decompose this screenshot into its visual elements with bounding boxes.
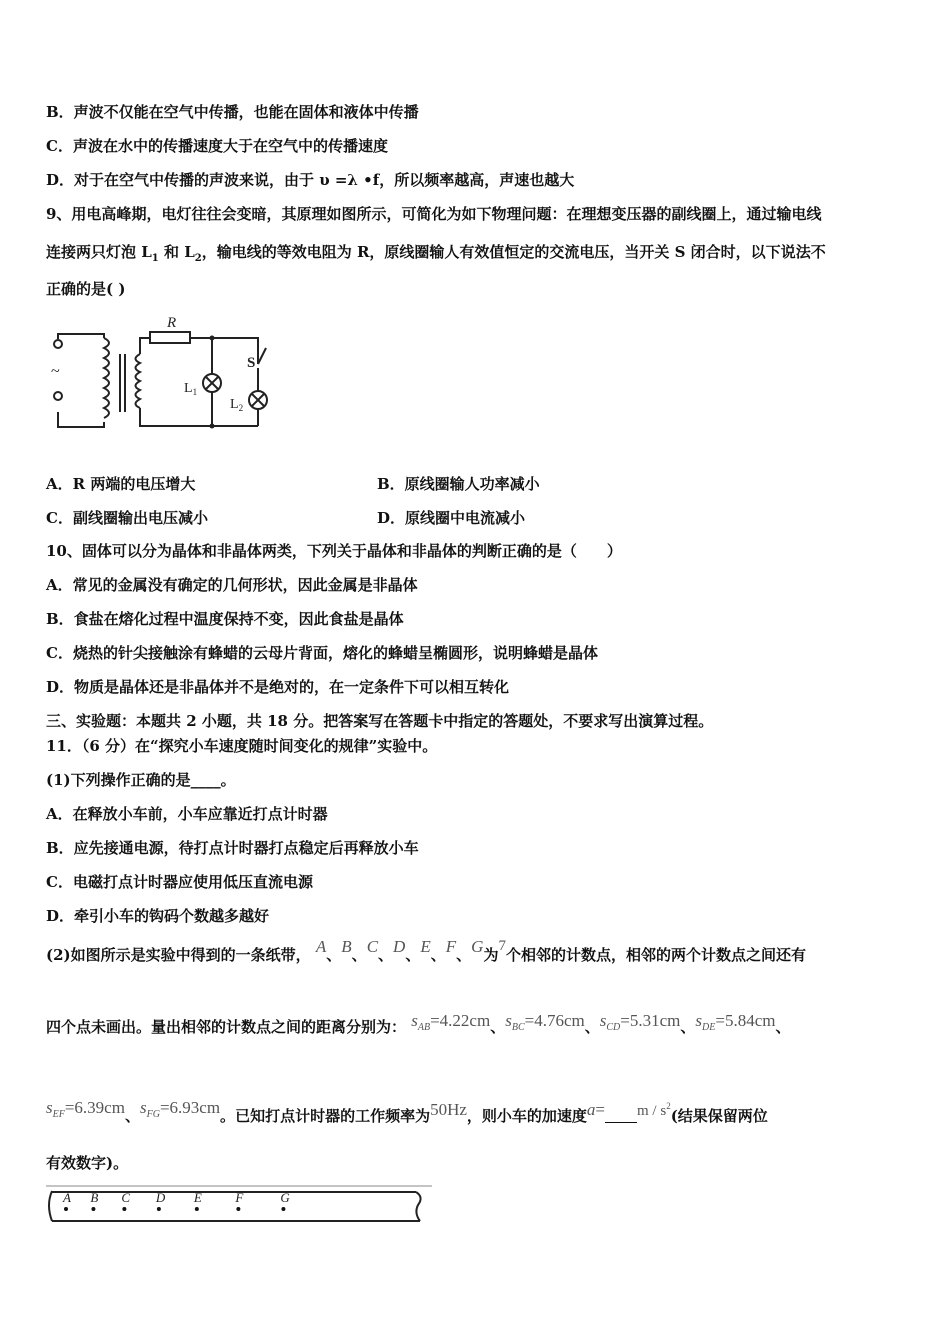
q11-part2-line1: (2)如图所示是实验中得到的一条纸带， A、B、C、D、E、F、G为7个相邻的计数点，相邻的两个计数点之间还有 [46,937,806,964]
resistor-label: R [167,315,177,331]
ac-source-symbol: ~ [51,363,60,380]
q11-option-b: B．应先接通电源，待打点计时器打点稳定后再释放小车 [46,839,419,857]
tape-label-f: F [235,1190,244,1205]
q9-option-b: B．原线圈输人功率减小 [377,475,540,493]
tape-dot-e [195,1207,199,1211]
switch-label: S [247,355,256,371]
tape-dot-c [122,1207,126,1211]
q11-option-d: D．牵引小车的钩码个数越多越好 [46,907,270,925]
q8-option-d: D．对于在空气中传播的声波来说，由于 υ =λ •f，所以频率越高，声速也越大 [46,171,575,189]
paper-tape-figure [44,1183,436,1227]
tape-dot-d [157,1207,161,1211]
tape-dot-f [236,1207,240,1211]
q10-option-d: D．物质是晶体还是非晶体并不是绝对的，在一定条件下可以相互转化 [46,678,510,696]
q11-part2-line2: 四个点未画出。量出相邻的计数点之间的距离分别为： $s_{AB}=4.22cm$、$s_{BC}=4.76cm$、$s_{CD}=5.31cm$、$s_{DE}=5.84cm$、 [46,1011,791,1036]
tape-label-a: A [63,1190,71,1205]
q10-stem: 10、固体可以分为晶体和非晶体两类，下列关于晶体和非晶体的判断正确的是（ ） [46,542,622,560]
q10-option-a: A．常见的金属没有确定的几何形状，因此金属是非晶体 [46,576,418,594]
q8-option-c: C．声波在水中的传播速度大于在空气中的传播速度 [46,137,388,155]
q11-option-c: C．电磁打点计时器应使用低压直流电源 [46,873,313,891]
q8-option-b: B．声波不仅能在空气中传播，也能在固体和液体中传播 [46,103,419,121]
q9-stem-line3: 正确的是( ) [46,280,126,298]
tape-label-b: B [90,1190,99,1205]
tape-label-c: C [121,1190,131,1205]
tape-label-d: D [155,1190,166,1205]
answer-blank[interactable] [605,1108,637,1123]
tape-dot-b [91,1207,95,1211]
q9-stem-line1: 9、用电高峰期，电灯往往会变暗，其原理如图所示，可简化为如下物理问题：在理想变压器的副线圈上，通过输电线 [46,205,822,223]
tape-label-g: G [280,1190,290,1205]
lamp2-label: $L_2$ [230,397,244,413]
section-3-heading: 三、实验题：本题共 2 小题，共 18 分。把答案写在答题卡中指定的答题处，不要求写出演算过程。 [46,712,714,730]
q9-option-d: D．原线圈中电流减小 [377,509,526,527]
q11-option-a: A．在释放小车前，小车应靠近打点计时器 [46,805,328,823]
q10-option-c: C．烧热的针尖接触涂有蜂蜡的云母片背面，熔化的蜂蜡呈椭圆形，说明蜂蜡是晶体 [46,644,598,662]
q11-part2-line3: $s_{EF}=6.39cm$、$s_{FG}=6.93cm$。已知打点计时器的工作频率为50Hz，则小车的加速度$a= m / s^2$(结果保留两位 [46,1098,768,1125]
q9-stem-line2: 连接两只灯泡 $L_1$ 和 $L_2$，输电线的等效电阻为 R，原线圈输人有效值恒定的交流电压，当开关 S 闭合时，以下说法不 [46,243,826,264]
q10-option-b: B．食盐在熔化过程中温度保持不变，因此食盐是晶体 [46,610,404,628]
tape-label-e: E [193,1190,202,1205]
q11-part2-line4: 有效数字)。 [46,1154,129,1172]
q11-part1: (1)下列操作正确的是____。 [46,771,236,789]
transformer-circuit-diagram [46,312,278,436]
q11-stem: 11．（6 分）在“探究小车速度随时间变化的规律”实验中。 [46,737,438,755]
tape-dot-a [64,1207,68,1211]
q9-option-a: A．R 两端的电压增大 [46,475,196,493]
q9-option-c: C．副线圈输出电压减小 [46,509,208,527]
lamp1-label: $L_1$ [184,381,198,397]
tape-dot-g [281,1207,285,1211]
